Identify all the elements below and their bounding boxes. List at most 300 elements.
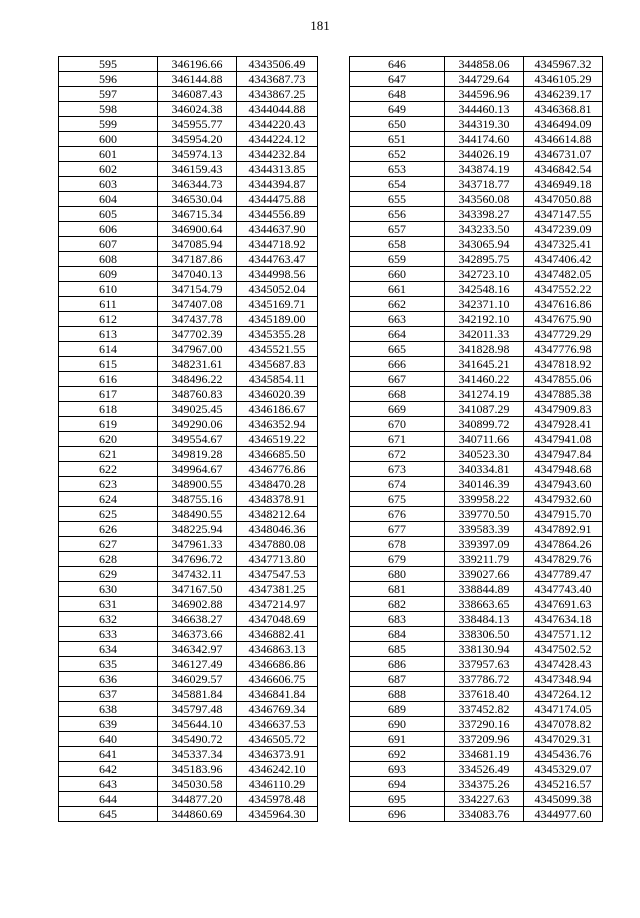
- table-row: [59, 237, 318, 252]
- table-row: [350, 717, 603, 732]
- table-row: [59, 597, 318, 612]
- table-row: [59, 252, 318, 267]
- table-row: [350, 192, 603, 207]
- point-number-cell: 664: [350, 327, 445, 342]
- point-number-cell: 675: [350, 492, 445, 507]
- point-number-cell: 623: [59, 477, 158, 492]
- table-row: [59, 132, 318, 147]
- x-coordinate-cell: 341087.29: [445, 402, 524, 417]
- y-coordinate-cell: 4347855.06: [524, 372, 603, 387]
- y-coordinate-cell: 4347174.05: [524, 702, 603, 717]
- y-coordinate-cell: 4344220.43: [237, 117, 318, 132]
- x-coordinate-cell: 345030.58: [158, 777, 237, 792]
- y-coordinate-cell: 4347048.69: [237, 612, 318, 627]
- point-number-cell: 670: [350, 417, 445, 432]
- y-coordinate-cell: 4347325.41: [524, 237, 603, 252]
- y-coordinate-cell: 4347348.94: [524, 672, 603, 687]
- x-coordinate-cell: 342895.75: [445, 252, 524, 267]
- y-coordinate-cell: 4346239.17: [524, 87, 603, 102]
- y-coordinate-cell: 4347947.84: [524, 447, 603, 462]
- y-coordinate-cell: 4347078.82: [524, 717, 603, 732]
- y-coordinate-cell: 4346373.91: [237, 747, 318, 762]
- point-number-cell: 687: [350, 672, 445, 687]
- x-coordinate-cell: 346373.66: [158, 627, 237, 642]
- x-coordinate-cell: 334681.19: [445, 747, 524, 762]
- y-coordinate-cell: 4347776.98: [524, 342, 603, 357]
- x-coordinate-cell: 347961.33: [158, 537, 237, 552]
- x-coordinate-cell: 348231.61: [158, 357, 237, 372]
- x-coordinate-cell: 346127.49: [158, 657, 237, 672]
- table-row: [59, 447, 318, 462]
- x-coordinate-cell: 345955.77: [158, 117, 237, 132]
- table-row: [59, 357, 318, 372]
- table-row: [59, 582, 318, 597]
- point-number-cell: 596: [59, 72, 158, 87]
- y-coordinate-cell: 4347428.43: [524, 657, 603, 672]
- point-number-cell: 604: [59, 192, 158, 207]
- table-row: [59, 312, 318, 327]
- y-coordinate-cell: 4347691.63: [524, 597, 603, 612]
- y-coordinate-cell: 4344044.88: [237, 102, 318, 117]
- x-coordinate-cell: 347702.39: [158, 327, 237, 342]
- point-number-cell: 615: [59, 357, 158, 372]
- point-number-cell: 650: [350, 117, 445, 132]
- y-coordinate-cell: 4344637.90: [237, 222, 318, 237]
- point-number-cell: 608: [59, 252, 158, 267]
- point-number-cell: 626: [59, 522, 158, 537]
- x-coordinate-cell: 349554.67: [158, 432, 237, 447]
- point-number-cell: 663: [350, 312, 445, 327]
- point-number-cell: 655: [350, 192, 445, 207]
- x-coordinate-cell: 342011.33: [445, 327, 524, 342]
- table-row: [59, 792, 318, 807]
- table-row: [59, 417, 318, 432]
- y-coordinate-cell: 4346242.10: [237, 762, 318, 777]
- table-row: [350, 522, 603, 537]
- table-row: [59, 147, 318, 162]
- point-number-cell: 680: [350, 567, 445, 582]
- x-coordinate-cell: 344596.96: [445, 87, 524, 102]
- point-number-cell: 628: [59, 552, 158, 567]
- table-row: [350, 507, 603, 522]
- point-number-cell: 692: [350, 747, 445, 762]
- x-coordinate-cell: 342192.10: [445, 312, 524, 327]
- x-coordinate-cell: 347085.94: [158, 237, 237, 252]
- table-row: [59, 462, 318, 477]
- table-row: [59, 402, 318, 417]
- x-coordinate-cell: 341460.22: [445, 372, 524, 387]
- x-coordinate-cell: 348900.55: [158, 477, 237, 492]
- table-row: [59, 87, 318, 102]
- y-coordinate-cell: 4347547.53: [237, 567, 318, 582]
- x-coordinate-cell: 347432.11: [158, 567, 237, 582]
- coordinates-table-right: [349, 56, 603, 822]
- y-coordinate-cell: 4346110.29: [237, 777, 318, 792]
- point-number-cell: 644: [59, 792, 158, 807]
- point-number-cell: 693: [350, 762, 445, 777]
- table-row: [59, 537, 318, 552]
- x-coordinate-cell: 348755.16: [158, 492, 237, 507]
- point-number-cell: 616: [59, 372, 158, 387]
- point-number-cell: 643: [59, 777, 158, 792]
- table-row: [59, 177, 318, 192]
- page-number: 181: [310, 18, 330, 33]
- point-number-cell: 685: [350, 642, 445, 657]
- point-number-cell: 598: [59, 102, 158, 117]
- y-coordinate-cell: 4346020.39: [237, 387, 318, 402]
- x-coordinate-cell: 339958.22: [445, 492, 524, 507]
- coordinates-table-left-body: [59, 57, 318, 822]
- point-number-cell: 681: [350, 582, 445, 597]
- x-coordinate-cell: 349819.28: [158, 447, 237, 462]
- table-row: [350, 237, 603, 252]
- y-coordinate-cell: 4344556.89: [237, 207, 318, 222]
- x-coordinate-cell: 338306.50: [445, 627, 524, 642]
- point-number-cell: 635: [59, 657, 158, 672]
- y-coordinate-cell: 4347928.41: [524, 417, 603, 432]
- y-coordinate-cell: 4347634.18: [524, 612, 603, 627]
- point-number-cell: 599: [59, 117, 158, 132]
- table-row: [59, 57, 318, 72]
- table-row: [350, 282, 603, 297]
- point-number-cell: 639: [59, 717, 158, 732]
- x-coordinate-cell: 346087.43: [158, 87, 237, 102]
- y-coordinate-cell: 4347050.88: [524, 192, 603, 207]
- x-coordinate-cell: 334375.26: [445, 777, 524, 792]
- x-coordinate-cell: 346342.97: [158, 642, 237, 657]
- x-coordinate-cell: 347040.13: [158, 267, 237, 282]
- x-coordinate-cell: 347154.79: [158, 282, 237, 297]
- point-number-cell: 667: [350, 372, 445, 387]
- table-row: [350, 597, 603, 612]
- x-coordinate-cell: 347167.50: [158, 582, 237, 597]
- point-number-cell: 645: [59, 807, 158, 822]
- y-coordinate-cell: 4347743.40: [524, 582, 603, 597]
- y-coordinate-cell: 4346614.88: [524, 132, 603, 147]
- table-row: [350, 87, 603, 102]
- y-coordinate-cell: 4346949.18: [524, 177, 603, 192]
- y-coordinate-cell: 4347915.70: [524, 507, 603, 522]
- point-number-cell: 677: [350, 522, 445, 537]
- table-row: [350, 552, 603, 567]
- table-row: [350, 657, 603, 672]
- x-coordinate-cell: 339770.50: [445, 507, 524, 522]
- x-coordinate-cell: 334083.76: [445, 807, 524, 822]
- table-row: [350, 372, 603, 387]
- table-row: [59, 717, 318, 732]
- y-coordinate-cell: 4346368.81: [524, 102, 603, 117]
- table-row: [350, 297, 603, 312]
- x-coordinate-cell: 338130.94: [445, 642, 524, 657]
- x-coordinate-cell: 348490.55: [158, 507, 237, 522]
- x-coordinate-cell: 347187.86: [158, 252, 237, 267]
- x-coordinate-cell: 346530.04: [158, 192, 237, 207]
- y-coordinate-cell: 4347948.68: [524, 462, 603, 477]
- y-coordinate-cell: 4345099.38: [524, 792, 603, 807]
- point-number-cell: 682: [350, 597, 445, 612]
- point-number-cell: 636: [59, 672, 158, 687]
- x-coordinate-cell: 341274.19: [445, 387, 524, 402]
- y-coordinate-cell: 4346519.22: [237, 432, 318, 447]
- x-coordinate-cell: 340146.39: [445, 477, 524, 492]
- point-number-cell: 683: [350, 612, 445, 627]
- point-number-cell: 660: [350, 267, 445, 282]
- point-number-cell: 624: [59, 492, 158, 507]
- y-coordinate-cell: 4347214.97: [237, 597, 318, 612]
- table-row: [350, 807, 603, 822]
- x-coordinate-cell: 339027.66: [445, 567, 524, 582]
- y-coordinate-cell: 4346776.86: [237, 462, 318, 477]
- point-number-cell: 679: [350, 552, 445, 567]
- x-coordinate-cell: 342723.10: [445, 267, 524, 282]
- x-coordinate-cell: 346029.57: [158, 672, 237, 687]
- point-number-cell: 654: [350, 177, 445, 192]
- x-coordinate-cell: 342548.16: [445, 282, 524, 297]
- point-number-cell: 649: [350, 102, 445, 117]
- point-number-cell: 688: [350, 687, 445, 702]
- y-coordinate-cell: 4348470.28: [237, 477, 318, 492]
- point-number-cell: 634: [59, 642, 158, 657]
- x-coordinate-cell: 339211.79: [445, 552, 524, 567]
- table-row: [59, 267, 318, 282]
- point-number-cell: 619: [59, 417, 158, 432]
- point-number-cell: 632: [59, 612, 158, 627]
- table-row: [350, 477, 603, 492]
- point-number-cell: 684: [350, 627, 445, 642]
- y-coordinate-cell: 4346494.09: [524, 117, 603, 132]
- x-coordinate-cell: 346159.43: [158, 162, 237, 177]
- y-coordinate-cell: 4348046.36: [237, 522, 318, 537]
- y-coordinate-cell: 4347571.12: [524, 627, 603, 642]
- table-row: [350, 432, 603, 447]
- point-number-cell: 620: [59, 432, 158, 447]
- y-coordinate-cell: 4345967.32: [524, 57, 603, 72]
- x-coordinate-cell: 343233.50: [445, 222, 524, 237]
- table-row: [350, 162, 603, 177]
- table-row: [350, 207, 603, 222]
- point-number-cell: 613: [59, 327, 158, 342]
- y-coordinate-cell: 4345964.30: [237, 807, 318, 822]
- y-coordinate-cell: 4347406.42: [524, 252, 603, 267]
- y-coordinate-cell: 4345052.04: [237, 282, 318, 297]
- point-number-cell: 602: [59, 162, 158, 177]
- point-number-cell: 659: [350, 252, 445, 267]
- y-coordinate-cell: 4346769.34: [237, 702, 318, 717]
- x-coordinate-cell: 342371.10: [445, 297, 524, 312]
- y-coordinate-cell: 4343506.49: [237, 57, 318, 72]
- x-coordinate-cell: 345881.84: [158, 687, 237, 702]
- table-row: [59, 657, 318, 672]
- x-coordinate-cell: 344860.69: [158, 807, 237, 822]
- table-row: [59, 762, 318, 777]
- x-coordinate-cell: 343718.77: [445, 177, 524, 192]
- table-row: [350, 492, 603, 507]
- y-coordinate-cell: 4344313.85: [237, 162, 318, 177]
- x-coordinate-cell: 337618.40: [445, 687, 524, 702]
- y-coordinate-cell: 4345436.76: [524, 747, 603, 762]
- table-row: [350, 267, 603, 282]
- y-coordinate-cell: 4348212.64: [237, 507, 318, 522]
- table-row: [350, 72, 603, 87]
- table-row: [59, 207, 318, 222]
- y-coordinate-cell: 4344977.60: [524, 807, 603, 822]
- y-coordinate-cell: 4347829.76: [524, 552, 603, 567]
- table-row: [59, 612, 318, 627]
- y-coordinate-cell: 4344394.87: [237, 177, 318, 192]
- x-coordinate-cell: 344877.20: [158, 792, 237, 807]
- table-row: [350, 567, 603, 582]
- table-row: [59, 342, 318, 357]
- y-coordinate-cell: 4347552.22: [524, 282, 603, 297]
- point-number-cell: 689: [350, 702, 445, 717]
- table-row: [350, 702, 603, 717]
- table-row: [59, 567, 318, 582]
- x-coordinate-cell: 346902.88: [158, 597, 237, 612]
- table-row: [350, 747, 603, 762]
- x-coordinate-cell: 344858.06: [445, 57, 524, 72]
- x-coordinate-cell: 349964.67: [158, 462, 237, 477]
- point-number-cell: 647: [350, 72, 445, 87]
- point-number-cell: 597: [59, 87, 158, 102]
- y-coordinate-cell: 4344763.47: [237, 252, 318, 267]
- point-number-cell: 695: [350, 792, 445, 807]
- point-number-cell: 603: [59, 177, 158, 192]
- point-number-cell: 676: [350, 507, 445, 522]
- y-coordinate-cell: 4347713.80: [237, 552, 318, 567]
- table-row: [350, 132, 603, 147]
- x-coordinate-cell: 344729.64: [445, 72, 524, 87]
- point-number-cell: 648: [350, 87, 445, 102]
- y-coordinate-cell: 4347029.31: [524, 732, 603, 747]
- coordinates-table-left: [58, 56, 318, 822]
- table-row: [350, 582, 603, 597]
- table-row: [59, 702, 318, 717]
- point-number-cell: 618: [59, 402, 158, 417]
- x-coordinate-cell: 347407.08: [158, 297, 237, 312]
- y-coordinate-cell: 4346637.53: [237, 717, 318, 732]
- y-coordinate-cell: 4345355.28: [237, 327, 318, 342]
- table-row: [59, 777, 318, 792]
- point-number-cell: 686: [350, 657, 445, 672]
- x-coordinate-cell: 334227.63: [445, 792, 524, 807]
- y-coordinate-cell: 4347381.25: [237, 582, 318, 597]
- y-coordinate-cell: 4347932.60: [524, 492, 603, 507]
- table-row: [350, 672, 603, 687]
- point-number-cell: 653: [350, 162, 445, 177]
- x-coordinate-cell: 347437.78: [158, 312, 237, 327]
- y-coordinate-cell: 4347264.12: [524, 687, 603, 702]
- table-row: [350, 147, 603, 162]
- table-row: [350, 177, 603, 192]
- point-number-cell: 690: [350, 717, 445, 732]
- table-row: [350, 117, 603, 132]
- point-number-cell: 607: [59, 237, 158, 252]
- y-coordinate-cell: 4346842.54: [524, 162, 603, 177]
- table-row: [59, 117, 318, 132]
- table-row: [59, 432, 318, 447]
- x-coordinate-cell: 348496.22: [158, 372, 237, 387]
- y-coordinate-cell: 4347880.08: [237, 537, 318, 552]
- table-row: [59, 522, 318, 537]
- table-row: [59, 297, 318, 312]
- table-row: [59, 807, 318, 822]
- table-row: [350, 462, 603, 477]
- y-coordinate-cell: 4347892.91: [524, 522, 603, 537]
- x-coordinate-cell: 348760.83: [158, 387, 237, 402]
- coordinates-table-right-body: [350, 57, 603, 822]
- y-coordinate-cell: 4347818.92: [524, 357, 603, 372]
- y-coordinate-cell: 4348378.91: [237, 492, 318, 507]
- x-coordinate-cell: 334526.49: [445, 762, 524, 777]
- table-row: [350, 387, 603, 402]
- point-number-cell: 671: [350, 432, 445, 447]
- table-row: [350, 102, 603, 117]
- table-row: [59, 327, 318, 342]
- point-number-cell: 610: [59, 282, 158, 297]
- table-row: [350, 57, 603, 72]
- y-coordinate-cell: 4346105.29: [524, 72, 603, 87]
- y-coordinate-cell: 4345978.48: [237, 792, 318, 807]
- x-coordinate-cell: 344319.30: [445, 117, 524, 132]
- point-number-cell: 609: [59, 267, 158, 282]
- x-coordinate-cell: 338484.13: [445, 612, 524, 627]
- y-coordinate-cell: 4344224.12: [237, 132, 318, 147]
- table-row: [350, 762, 603, 777]
- x-coordinate-cell: 346715.34: [158, 207, 237, 222]
- table-row: [59, 72, 318, 87]
- point-number-cell: 651: [350, 132, 445, 147]
- point-number-cell: 669: [350, 402, 445, 417]
- x-coordinate-cell: 343560.08: [445, 192, 524, 207]
- table-row: [350, 357, 603, 372]
- table-row: [59, 222, 318, 237]
- y-coordinate-cell: 4346352.94: [237, 417, 318, 432]
- x-coordinate-cell: 339397.09: [445, 537, 524, 552]
- point-number-cell: 652: [350, 147, 445, 162]
- table-row: [350, 417, 603, 432]
- y-coordinate-cell: 4346606.75: [237, 672, 318, 687]
- point-number-cell: 673: [350, 462, 445, 477]
- point-number-cell: 638: [59, 702, 158, 717]
- point-number-cell: 622: [59, 462, 158, 477]
- point-number-cell: 674: [350, 477, 445, 492]
- point-number-cell: 694: [350, 777, 445, 792]
- y-coordinate-cell: 4344718.92: [237, 237, 318, 252]
- y-coordinate-cell: 4343867.25: [237, 87, 318, 102]
- table-row: [350, 537, 603, 552]
- table-row: [350, 312, 603, 327]
- x-coordinate-cell: 337452.82: [445, 702, 524, 717]
- point-number-cell: 625: [59, 507, 158, 522]
- y-coordinate-cell: 4347729.29: [524, 327, 603, 342]
- y-coordinate-cell: 4345521.55: [237, 342, 318, 357]
- x-coordinate-cell: 345644.10: [158, 717, 237, 732]
- point-number-cell: 640: [59, 732, 158, 747]
- y-coordinate-cell: 4344232.84: [237, 147, 318, 162]
- x-coordinate-cell: 343065.94: [445, 237, 524, 252]
- x-coordinate-cell: 345797.48: [158, 702, 237, 717]
- x-coordinate-cell: 340523.30: [445, 447, 524, 462]
- point-number-cell: 617: [59, 387, 158, 402]
- table-row: [59, 492, 318, 507]
- x-coordinate-cell: 341645.21: [445, 357, 524, 372]
- y-coordinate-cell: 4347616.86: [524, 297, 603, 312]
- table-row: [59, 507, 318, 522]
- point-number-cell: 678: [350, 537, 445, 552]
- y-coordinate-cell: 4346841.84: [237, 687, 318, 702]
- y-coordinate-cell: 4347502.52: [524, 642, 603, 657]
- table-row: [350, 777, 603, 792]
